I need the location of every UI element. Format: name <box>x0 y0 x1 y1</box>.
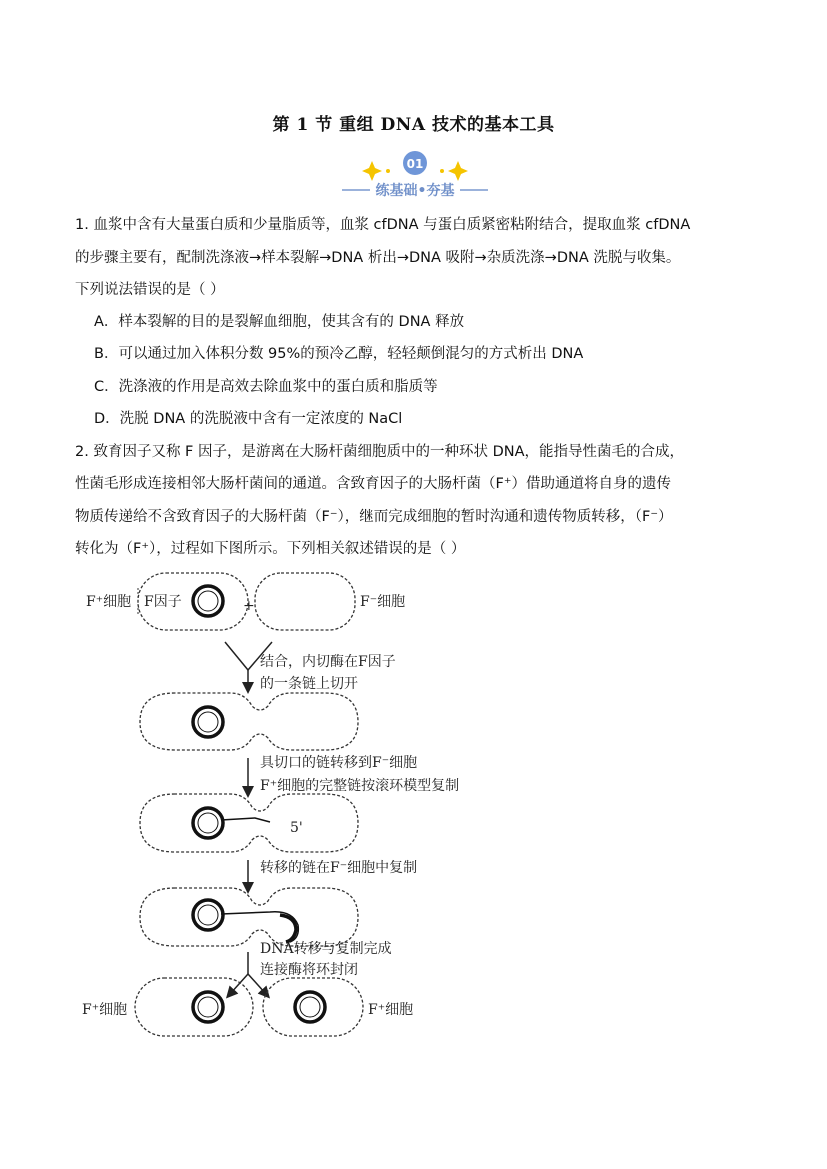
five-prime-label: 5' <box>290 820 303 836</box>
step-label: 连接酶将环封闭 <box>260 962 358 978</box>
step-label: 结合，内切酶在F因子 <box>260 654 396 670</box>
conjugating-cells <box>140 888 358 946</box>
section-badge <box>340 145 490 200</box>
step-label: 的一条链上切开 <box>260 676 358 692</box>
answer-option: D．洗脱 DNA 的洗脱液中含有一定浓度的 NaCl <box>94 411 403 427</box>
f-factor-plasmid <box>193 808 270 838</box>
fplus-cell <box>263 978 363 1036</box>
fminus-cell-label: F⁻细胞 <box>360 594 406 610</box>
answer-option: B．可以通过加入体积分数 95%的预冷乙醇，轻轻颠倒混匀的方式析出 DNA <box>94 346 584 362</box>
question-text-line: 1. 血浆中含有大量蛋白质和少量脂质等，血浆 cfDNA 与蛋白质紧密粘附结合，提取血浆 cfDNA <box>75 217 691 233</box>
answer-option: C．洗涤液的作用是高效去除血浆中的蛋白质和脂质等 <box>94 379 438 395</box>
page-title: 第 1 节 重组 DNA 技术的基本工具 <box>272 115 555 135</box>
f-factor-plasmid <box>193 707 223 737</box>
conjugating-cells <box>140 794 358 852</box>
badge-label: 练基础•夯基 <box>375 183 455 199</box>
question-text-line: 2. 致育因子又称 F 因子，是游离在大肠杆菌细胞质中的一种环状 DNA，能指导性菌毛的合成， <box>75 444 685 460</box>
transferred-strand <box>221 818 270 822</box>
answer-option: A．样本裂解的目的是裂解血细胞，使其含有的 DNA 释放 <box>94 314 465 330</box>
f-factor-label: F因子 <box>144 594 182 610</box>
question-text-line: 下列说法错误的是（ ） <box>75 282 225 298</box>
step-label: 转移的链在F⁻细胞中复制 <box>260 860 418 876</box>
fplus-cell-label: F⁺细胞 <box>82 1002 128 1018</box>
fminus-cell <box>255 573 355 630</box>
step-label: DNA转移与复制完成 <box>260 941 392 957</box>
replicated-strand <box>280 915 296 942</box>
question-text-line: 转化为（F⁺），过程如下图所示。下列相关叙述错误的是（ ） <box>75 541 466 557</box>
conjugating-cells <box>140 693 358 750</box>
step-label: 具切口的链转移到F⁻细胞 <box>260 755 418 771</box>
question-text-line: 性菌毛形成连接相邻大肠杆菌间的通道。含致育因子的大肠杆菌（F⁺）借助通道将自身的遗传 <box>75 476 671 492</box>
fplus-cell-label: F⁺细胞 <box>86 594 132 610</box>
question-text-line: 物质传递给不含致育因子的大肠杆菌（F⁻），继而完成细胞的暂时沟通和遗传物质转移，（F⁻） <box>75 509 673 525</box>
f-factor-plasmid <box>193 900 298 942</box>
step-label: F⁺细胞的完整链按滚环模型复制 <box>260 778 460 794</box>
question-text-line: 的步骤主要有，配制洗涤液→样本裂解→DNA 析出→DNA 吸附→杂质洗涤→DNA 洗脱与收集。 <box>75 250 681 266</box>
plus-sign: + <box>243 598 255 614</box>
fplus-cell-label: F⁺细胞 <box>368 1002 414 1018</box>
conjugation-diagram <box>80 570 520 1050</box>
badge-number: 01 <box>406 157 424 171</box>
